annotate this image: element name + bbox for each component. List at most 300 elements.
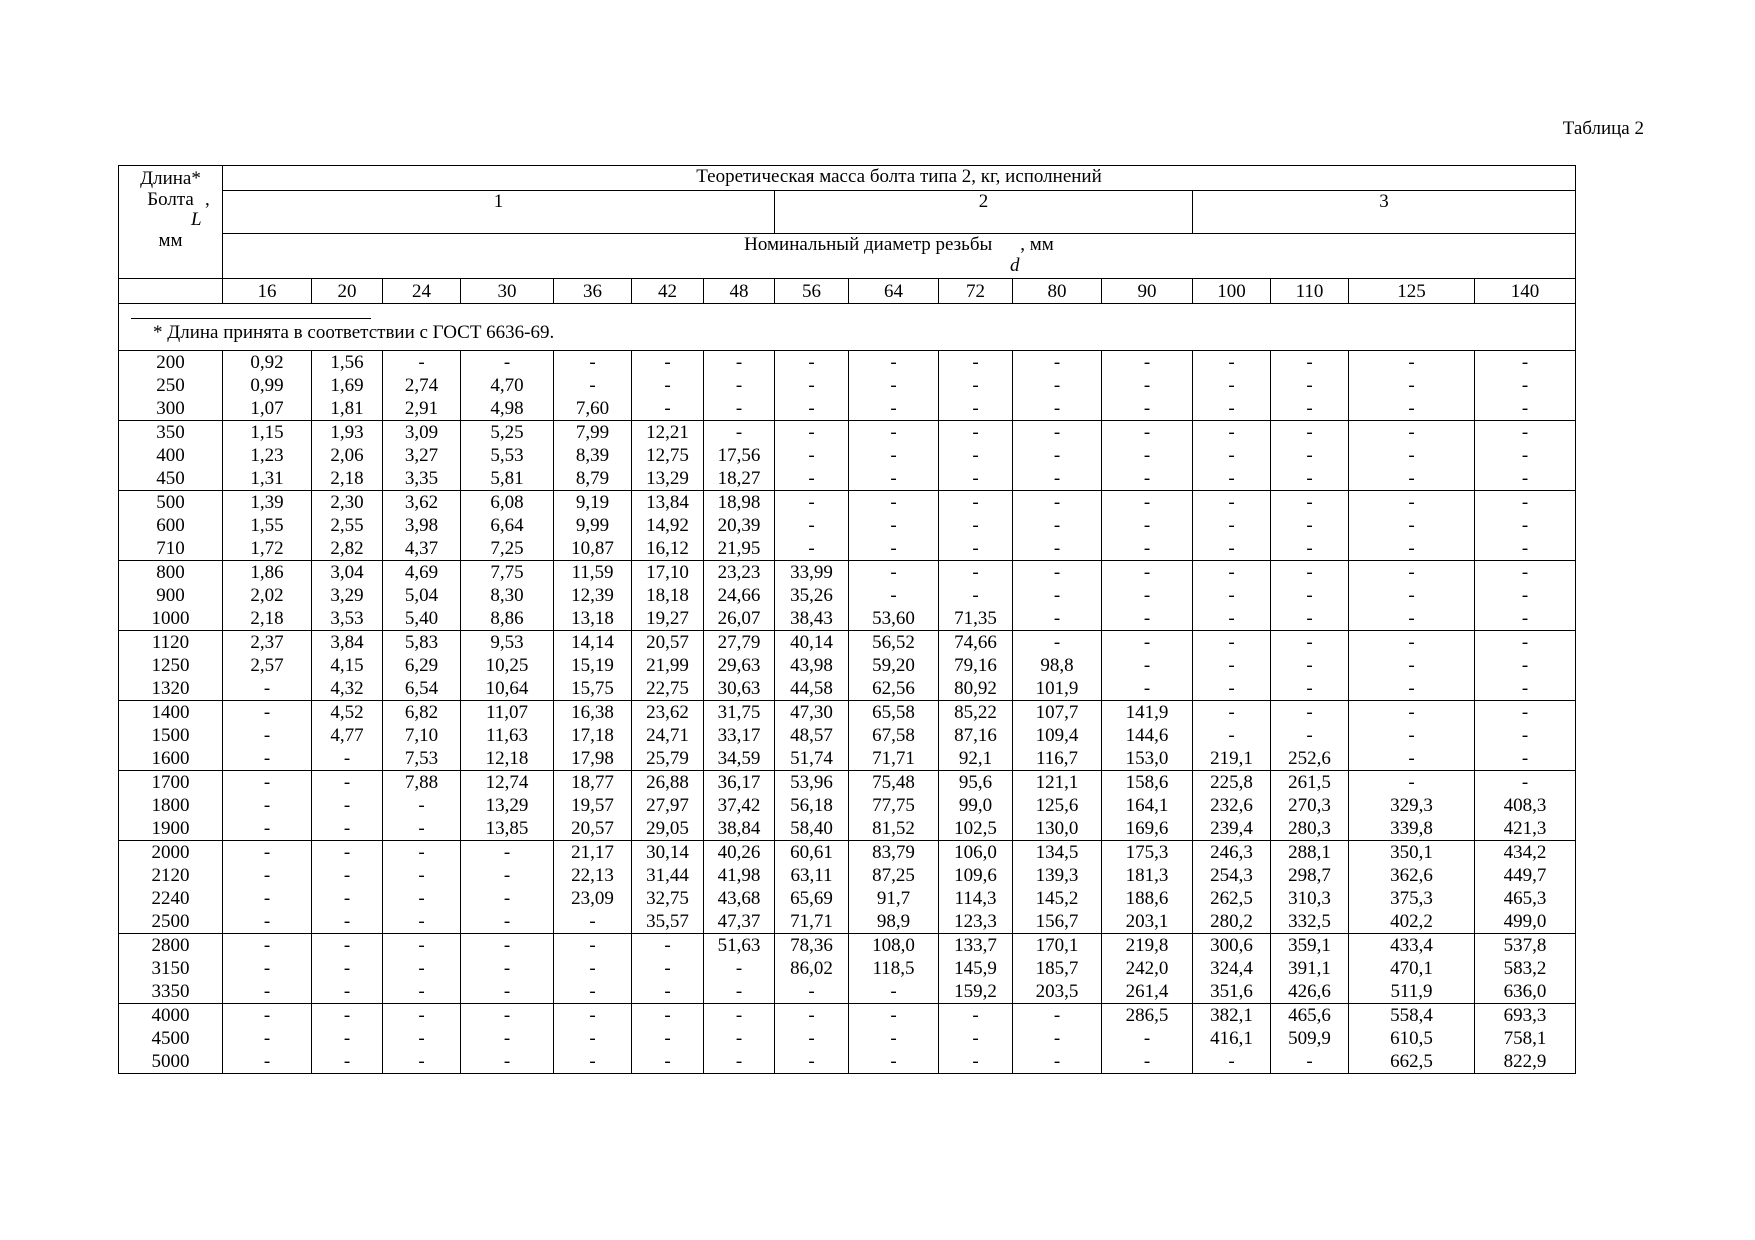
mass-cell: 26,07 xyxy=(704,607,775,631)
mass-cell: 5,53 xyxy=(461,444,554,467)
mass-cell: - xyxy=(383,351,461,375)
mass-cell: 71,71 xyxy=(849,747,939,771)
mass-cell: 10,87 xyxy=(554,537,632,561)
mass-cell: 35,26 xyxy=(775,584,849,607)
mass-cell: 31,75 xyxy=(704,701,775,725)
mass-cell: - xyxy=(1271,654,1349,677)
mass-cell: - xyxy=(1349,467,1475,491)
mass-cell: - xyxy=(775,514,849,537)
mass-cell: 4,15 xyxy=(312,654,383,677)
mass-cell: - xyxy=(1349,631,1475,655)
table-row xyxy=(119,374,1576,397)
mass-cell: - xyxy=(223,1004,312,1028)
mass-cell: - xyxy=(1013,1050,1102,1074)
mass-cell: 8,86 xyxy=(461,607,554,631)
mass-cell: - xyxy=(1193,584,1271,607)
mass-cell: 1,81 xyxy=(312,397,383,421)
mass-cell: 58,40 xyxy=(775,817,849,841)
table-row xyxy=(119,631,1576,655)
length-cell: 900 xyxy=(119,584,223,607)
mass-cell: - xyxy=(312,910,383,934)
mass-cell: 81,52 xyxy=(849,817,939,841)
mass-cell: 116,7 xyxy=(1013,747,1102,771)
mass-cell: 4,37 xyxy=(383,537,461,561)
mass-cell: 125,6 xyxy=(1013,794,1102,817)
mass-cell: - xyxy=(1349,421,1475,445)
table-row xyxy=(119,771,1576,795)
header-row-executions xyxy=(119,191,1576,234)
length-cell: 3150 xyxy=(119,957,223,980)
mass-cell: 141,9 xyxy=(1102,701,1193,725)
diameter-symbol: d xyxy=(1010,255,1020,276)
mass-cell: - xyxy=(1349,537,1475,561)
length-cell: 1320 xyxy=(119,677,223,701)
mass-cell: 74,66 xyxy=(939,631,1013,655)
mass-cell: 465,6 xyxy=(1271,1004,1349,1028)
mass-cell: 4,69 xyxy=(383,561,461,585)
mass-cell: - xyxy=(383,887,461,910)
mass-cell: 33,17 xyxy=(704,724,775,747)
mass-cell: - xyxy=(1349,701,1475,725)
mass-cell: 2,37 xyxy=(223,631,312,655)
mass-cell: - xyxy=(461,1050,554,1074)
mass-cell: - xyxy=(1102,374,1193,397)
mass-cell: 219,8 xyxy=(1102,934,1193,958)
table-row xyxy=(119,467,1576,491)
mass-cell: - xyxy=(1475,421,1576,445)
mass-cell: - xyxy=(223,724,312,747)
length-header-line2 xyxy=(119,189,222,230)
diameter-unit: , мм xyxy=(1020,234,1054,255)
mass-cell: 18,27 xyxy=(704,467,775,491)
mass-cell: 2,06 xyxy=(312,444,383,467)
mass-cell: 261,4 xyxy=(1102,980,1193,1004)
mass-cell: 262,5 xyxy=(1193,887,1271,910)
mass-cell: - xyxy=(383,794,461,817)
mass-cell: 53,60 xyxy=(849,607,939,631)
mass-cell: - xyxy=(554,957,632,980)
mass-cell: 7,75 xyxy=(461,561,554,585)
diameter-header-90: 90 xyxy=(1102,279,1193,304)
mass-cell: - xyxy=(1193,1050,1271,1074)
mass-cell: - xyxy=(223,957,312,980)
table-row xyxy=(119,491,1576,515)
mass-cell: 8,39 xyxy=(554,444,632,467)
mass-cell: 7,53 xyxy=(383,747,461,771)
mass-cell: 1,86 xyxy=(223,561,312,585)
mass-cell: - xyxy=(849,421,939,445)
length-cell: 1900 xyxy=(119,817,223,841)
mass-cell: 0,99 xyxy=(223,374,312,397)
mass-cell: - xyxy=(939,491,1013,515)
mass-cell: - xyxy=(775,351,849,375)
length-header-cell xyxy=(119,166,223,279)
mass-cell: 63,11 xyxy=(775,864,849,887)
table-row xyxy=(119,607,1576,631)
mass-cell: - xyxy=(1475,374,1576,397)
mass-cell: - xyxy=(223,794,312,817)
mass-cell: - xyxy=(1102,631,1193,655)
mass-cell: 21,95 xyxy=(704,537,775,561)
mass-cell: 65,58 xyxy=(849,701,939,725)
mass-cell: - xyxy=(1013,561,1102,585)
mass-cell: - xyxy=(312,817,383,841)
mass-cell: 693,3 xyxy=(1475,1004,1576,1028)
mass-cell: - xyxy=(775,980,849,1004)
mass-cell: 7,60 xyxy=(554,397,632,421)
mass-cell: 29,05 xyxy=(632,817,704,841)
diameter-header-72: 72 xyxy=(939,279,1013,304)
mass-cell: - xyxy=(1271,607,1349,631)
mass-cell: 7,10 xyxy=(383,724,461,747)
mass-cell: 19,57 xyxy=(554,794,632,817)
mass-cell: 12,39 xyxy=(554,584,632,607)
mass-cell: - xyxy=(1193,467,1271,491)
mass-cell: 280,2 xyxy=(1193,910,1271,934)
mass-cell: 43,68 xyxy=(704,887,775,910)
table-row xyxy=(119,584,1576,607)
mass-cell: 15,19 xyxy=(554,654,632,677)
footnote-separator xyxy=(131,318,371,319)
mass-cell: 13,18 xyxy=(554,607,632,631)
mass-cell: - xyxy=(1271,561,1349,585)
mass-cell: 261,5 xyxy=(1271,771,1349,795)
mass-cell: 583,2 xyxy=(1475,957,1576,980)
diameter-title: Номинальный диаметр резьбы xyxy=(744,234,993,255)
mass-cell: 4,98 xyxy=(461,397,554,421)
mass-cell: 24,66 xyxy=(704,584,775,607)
mass-cell: 9,99 xyxy=(554,514,632,537)
mass-cell: - xyxy=(849,1027,939,1050)
mass-cell: 41,98 xyxy=(704,864,775,887)
mass-cell: - xyxy=(939,351,1013,375)
mass-cell: 1,72 xyxy=(223,537,312,561)
mass-cell: - xyxy=(939,537,1013,561)
mass-cell: - xyxy=(554,351,632,375)
mass-cell: - xyxy=(1349,771,1475,795)
mass-cell: 286,5 xyxy=(1102,1004,1193,1028)
diameter-title-cell xyxy=(223,234,1576,279)
mass-cell: - xyxy=(775,1027,849,1050)
mass-cell: 170,1 xyxy=(1013,934,1102,958)
diameter-header-110: 110 xyxy=(1271,279,1349,304)
mass-cell: - xyxy=(554,1004,632,1028)
mass-cell: - xyxy=(223,841,312,865)
mass-cell: 23,62 xyxy=(632,701,704,725)
table-row xyxy=(119,397,1576,421)
mass-cell: - xyxy=(849,444,939,467)
mass-cell: - xyxy=(1193,724,1271,747)
diameter-header-24: 24 xyxy=(383,279,461,304)
mass-cell: 153,0 xyxy=(1102,747,1193,771)
length-cell: 300 xyxy=(119,397,223,421)
diameter-header-100: 100 xyxy=(1193,279,1271,304)
mass-cell: 145,9 xyxy=(939,957,1013,980)
mass-cell: - xyxy=(1349,491,1475,515)
mass-cell: - xyxy=(1475,467,1576,491)
mass-cell: 38,84 xyxy=(704,817,775,841)
mass-cell: - xyxy=(632,957,704,980)
mass-cell: - xyxy=(383,817,461,841)
mass-cell: 254,3 xyxy=(1193,864,1271,887)
mass-cell: - xyxy=(1349,397,1475,421)
mass-cell: - xyxy=(1013,514,1102,537)
mass-cell: 4,32 xyxy=(312,677,383,701)
header-row-diameter xyxy=(119,234,1576,279)
mass-cell: 31,44 xyxy=(632,864,704,887)
mass-cell: 339,8 xyxy=(1349,817,1475,841)
execution-3-cell: 3 xyxy=(1193,191,1576,234)
mass-cell: 3,53 xyxy=(312,607,383,631)
mass-cell: - xyxy=(1013,491,1102,515)
mass-cell: - xyxy=(1102,654,1193,677)
mass-cell: - xyxy=(1475,491,1576,515)
mass-cell: 382,1 xyxy=(1193,1004,1271,1028)
mass-cell: - xyxy=(1102,421,1193,445)
mass-cell: - xyxy=(1013,607,1102,631)
mass-cell: 109,4 xyxy=(1013,724,1102,747)
mass-cell: 43,98 xyxy=(775,654,849,677)
mass-cell: - xyxy=(632,351,704,375)
mass-cell: 87,16 xyxy=(939,724,1013,747)
mass-cell: - xyxy=(1349,607,1475,631)
mass-cell: - xyxy=(1349,561,1475,585)
mass-cell: - xyxy=(1102,584,1193,607)
mass-cell: 239,4 xyxy=(1193,817,1271,841)
mass-cell: 449,7 xyxy=(1475,864,1576,887)
mass-cell: - xyxy=(383,957,461,980)
mass-cell: - xyxy=(1349,514,1475,537)
mass-cell: - xyxy=(1102,351,1193,375)
mass-cell: - xyxy=(1193,491,1271,515)
mass-cell: - xyxy=(849,1004,939,1028)
length-cell: 1700 xyxy=(119,771,223,795)
mass-cell: 47,37 xyxy=(704,910,775,934)
mass-cell: - xyxy=(1349,724,1475,747)
mass-cell: 9,19 xyxy=(554,491,632,515)
mass-cell: 12,74 xyxy=(461,771,554,795)
mass-cell: 499,0 xyxy=(1475,910,1576,934)
mass-cell: - xyxy=(1349,374,1475,397)
mass-cell: 270,3 xyxy=(1271,794,1349,817)
mass-cell: - xyxy=(632,980,704,1004)
diameter-empty-cell xyxy=(119,279,223,304)
mass-cell: 610,5 xyxy=(1349,1027,1475,1050)
mass-title-cell: Теоретическая масса болта типа 2, кг, исполнений xyxy=(223,166,1576,191)
table-row xyxy=(119,980,1576,1004)
mass-cell: 433,4 xyxy=(1349,934,1475,958)
length-cell: 2240 xyxy=(119,887,223,910)
mass-cell: - xyxy=(849,374,939,397)
mass-cell: 0,92 xyxy=(223,351,312,375)
mass-cell: - xyxy=(312,864,383,887)
mass-cell: - xyxy=(1193,397,1271,421)
mass-cell: 16,38 xyxy=(554,701,632,725)
mass-cell: 232,6 xyxy=(1193,794,1271,817)
mass-cell: - xyxy=(1271,537,1349,561)
mass-cell: 87,25 xyxy=(849,864,939,887)
mass-cell: 18,98 xyxy=(704,491,775,515)
mass-cell: 56,18 xyxy=(775,794,849,817)
mass-cell: 32,75 xyxy=(632,887,704,910)
mass-cell: - xyxy=(383,980,461,1004)
mass-cell: 225,8 xyxy=(1193,771,1271,795)
mass-cell: - xyxy=(1475,444,1576,467)
length-cell: 400 xyxy=(119,444,223,467)
length-header-line1: Длина* xyxy=(140,168,201,189)
length-unit: мм xyxy=(158,230,183,251)
length-cell: 2120 xyxy=(119,864,223,887)
mass-cell: - xyxy=(223,771,312,795)
mass-cell: 2,30 xyxy=(312,491,383,515)
mass-cell: - xyxy=(939,467,1013,491)
mass-cell: - xyxy=(461,351,554,375)
mass-cell: - xyxy=(223,1050,312,1074)
mass-cell: 300,6 xyxy=(1193,934,1271,958)
mass-cell: 79,16 xyxy=(939,654,1013,677)
mass-cell: 11,07 xyxy=(461,701,554,725)
length-cell: 2800 xyxy=(119,934,223,958)
mass-cell: 17,98 xyxy=(554,747,632,771)
mass-cell: - xyxy=(1013,351,1102,375)
mass-cell: 5,81 xyxy=(461,467,554,491)
table-row xyxy=(119,1050,1576,1074)
length-cell: 5000 xyxy=(119,1050,223,1074)
mass-cell: 242,0 xyxy=(1102,957,1193,980)
mass-cell: - xyxy=(1193,444,1271,467)
mass-cell: 5,25 xyxy=(461,421,554,445)
mass-cell: - xyxy=(1013,537,1102,561)
mass-cell: - xyxy=(554,910,632,934)
mass-cell: 421,3 xyxy=(1475,817,1576,841)
length-header-word: Болта xyxy=(147,189,194,210)
mass-cell: 156,7 xyxy=(1013,910,1102,934)
mass-cell: 23,09 xyxy=(554,887,632,910)
mass-cell: - xyxy=(312,1004,383,1028)
mass-cell: - xyxy=(312,934,383,958)
mass-cell: 2,57 xyxy=(223,654,312,677)
mass-cell: 106,0 xyxy=(939,841,1013,865)
length-cell: 1800 xyxy=(119,794,223,817)
mass-cell: 71,35 xyxy=(939,607,1013,631)
mass-cell: - xyxy=(1193,561,1271,585)
mass-cell: 18,18 xyxy=(632,584,704,607)
diameter-header-42: 42 xyxy=(632,279,704,304)
length-cell: 1600 xyxy=(119,747,223,771)
mass-cell: - xyxy=(775,421,849,445)
mass-cell: 108,0 xyxy=(849,934,939,958)
mass-cell: 102,5 xyxy=(939,817,1013,841)
mass-cell: 123,3 xyxy=(939,910,1013,934)
mass-cell: - xyxy=(775,537,849,561)
length-cell: 1000 xyxy=(119,607,223,631)
mass-cell: 3,04 xyxy=(312,561,383,585)
mass-cell: 10,64 xyxy=(461,677,554,701)
mass-cell: - xyxy=(1013,421,1102,445)
mass-cell: - xyxy=(632,934,704,958)
table-row xyxy=(119,747,1576,771)
mass-cell: - xyxy=(1271,1050,1349,1074)
diameter-header-20: 20 xyxy=(312,279,383,304)
length-cell: 1500 xyxy=(119,724,223,747)
mass-cell: 13,84 xyxy=(632,491,704,515)
mass-cell: - xyxy=(223,677,312,701)
table-row xyxy=(119,537,1576,561)
mass-cell: - xyxy=(939,584,1013,607)
table-row xyxy=(119,724,1576,747)
mass-cell: - xyxy=(312,794,383,817)
mass-cell: 329,3 xyxy=(1349,794,1475,817)
mass-cell: 109,6 xyxy=(939,864,1013,887)
mass-cell: 6,82 xyxy=(383,701,461,725)
mass-cell: 203,5 xyxy=(1013,980,1102,1004)
mass-cell: - xyxy=(223,1027,312,1050)
diameter-header-48: 48 xyxy=(704,279,775,304)
mass-cell: 13,29 xyxy=(461,794,554,817)
mass-cell: - xyxy=(1271,631,1349,655)
mass-cell: - xyxy=(461,864,554,887)
diameter-values-row xyxy=(119,279,1576,304)
mass-cell: - xyxy=(223,747,312,771)
mass-cell: - xyxy=(1475,701,1576,725)
mass-cell: - xyxy=(704,1050,775,1074)
mass-cell: 2,55 xyxy=(312,514,383,537)
mass-cell: 130,0 xyxy=(1013,817,1102,841)
mass-cell: 662,5 xyxy=(1349,1050,1475,1074)
mass-cell: - xyxy=(1271,467,1349,491)
mass-cell: 21,99 xyxy=(632,654,704,677)
mass-cell: 14,14 xyxy=(554,631,632,655)
mass-cell: - xyxy=(775,1004,849,1028)
mass-cell: - xyxy=(554,374,632,397)
mass-cell: - xyxy=(1475,724,1576,747)
mass-cell: 6,54 xyxy=(383,677,461,701)
diameter-header-80: 80 xyxy=(1013,279,1102,304)
table-row xyxy=(119,514,1576,537)
mass-cell: 470,1 xyxy=(1349,957,1475,980)
mass-cell: 29,63 xyxy=(704,654,775,677)
mass-cell: - xyxy=(1475,584,1576,607)
mass-cell: 12,18 xyxy=(461,747,554,771)
mass-cell: - xyxy=(312,957,383,980)
mass-cell: 40,26 xyxy=(704,841,775,865)
mass-cell: - xyxy=(1271,677,1349,701)
mass-cell: 7,25 xyxy=(461,537,554,561)
mass-cell: 3,84 xyxy=(312,631,383,655)
mass-cell: 47,30 xyxy=(775,701,849,725)
mass-cell: - xyxy=(704,351,775,375)
mass-cell: - xyxy=(939,514,1013,537)
table-row xyxy=(119,561,1576,585)
mass-cell: 56,52 xyxy=(849,631,939,655)
mass-cell: 9,53 xyxy=(461,631,554,655)
mass-cell: 8,30 xyxy=(461,584,554,607)
mass-cell: 5,04 xyxy=(383,584,461,607)
mass-cell: - xyxy=(1193,421,1271,445)
mass-cell: - xyxy=(704,980,775,1004)
mass-cell: 465,3 xyxy=(1475,887,1576,910)
mass-cell: 4,52 xyxy=(312,701,383,725)
mass-cell: - xyxy=(1475,351,1576,375)
mass-cell: 27,79 xyxy=(704,631,775,655)
mass-cell: - xyxy=(223,864,312,887)
mass-cell: 12,21 xyxy=(632,421,704,445)
mass-cell: 51,74 xyxy=(775,747,849,771)
execution-2-cell: 2 xyxy=(775,191,1193,234)
length-header-comma: , xyxy=(205,189,210,210)
mass-cell: 1,23 xyxy=(223,444,312,467)
mass-cell: 159,2 xyxy=(939,980,1013,1004)
